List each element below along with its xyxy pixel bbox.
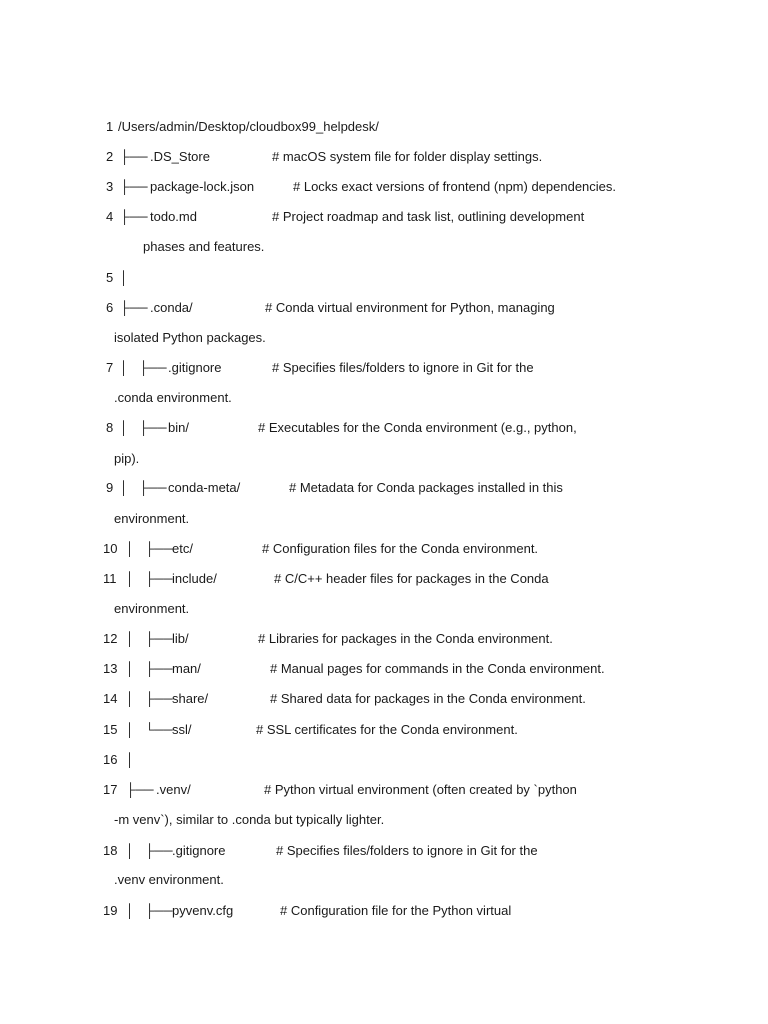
comment-continuation: pip). [114, 451, 140, 466]
tree-branch: │ ├── [126, 903, 173, 918]
line-number: 17 [103, 782, 118, 797]
line-number: 16 [103, 752, 118, 767]
tree-branch: ├── [120, 209, 148, 224]
tree-branch: │ ├── [126, 631, 173, 646]
folder-name: lib/ [172, 631, 189, 646]
tree-branch: │ ├── [126, 571, 173, 586]
file-comment: # Manual pages for commands in the Conda environment. [270, 661, 605, 676]
file-comment: # C/C++ header files for packages in the Conda [274, 571, 549, 586]
line-number: 5 [106, 270, 114, 285]
folder-name: ssl/ [172, 722, 192, 737]
line-number: 4 [106, 209, 114, 224]
tree-branch: ├── [120, 300, 148, 315]
tree-branch: │ ├── [120, 480, 167, 495]
tree-branch: │ └── [126, 722, 173, 737]
line-number: 6 [106, 300, 114, 315]
file-comment: # Libraries for packages in the Conda environment. [258, 631, 553, 646]
tree-branch: │ ├── [126, 541, 173, 556]
file-comment: # Locks exact versions of frontend (npm) dependencies. [293, 179, 617, 194]
folder-name: .conda/ [150, 300, 193, 315]
tree-branch: │ ├── [126, 843, 173, 858]
file-name: .DS_Store [150, 149, 210, 164]
comment-continuation: -m venv`), similar to .conda but typically lighter. [114, 812, 385, 827]
line-number: 3 [106, 179, 114, 194]
file-comment: # Metadata for Conda packages installed in this [289, 480, 563, 495]
comment-continuation: .conda environment. [114, 390, 232, 405]
folder-name: etc/ [172, 541, 193, 556]
folder-name: share/ [172, 691, 209, 706]
file-comment: # Configuration file for the Python virtual [280, 903, 512, 918]
file-comment: # Python virtual environment (often created by `python [264, 782, 577, 797]
tree-branch: ├── [120, 149, 148, 164]
file-name: .gitignore [168, 360, 222, 375]
folder-name: .venv/ [156, 782, 191, 797]
line-number: 15 [103, 722, 118, 737]
comment-continuation: isolated Python packages. [114, 330, 266, 345]
root-path: /Users/admin/Desktop/cloudbox99_helpdesk/ [118, 119, 379, 134]
tree-branch: │ ├── [120, 360, 167, 375]
file-name: package-lock.json [150, 179, 255, 194]
file-comment: # Specifies files/folders to ignore in Git for the [276, 843, 538, 858]
file-comment: # Specifies files/folders to ignore in Git for the [272, 360, 534, 375]
folder-name: include/ [172, 571, 217, 586]
line-number: 19 [103, 903, 118, 918]
file-comment: # Shared data for packages in the Conda environment. [270, 691, 586, 706]
line-number: 18 [103, 843, 118, 858]
tree-branch: │ [126, 752, 135, 767]
tree-branch: ├── [120, 179, 148, 194]
line-number: 10 [103, 541, 118, 556]
comment-continuation: phases and features. [143, 239, 265, 254]
file-comment: # Executables for the Conda environment (e.g., python, [258, 420, 577, 435]
line-number: 1 [106, 119, 114, 134]
line-number: 7 [106, 360, 114, 375]
file-comment: # SSL certificates for the Conda environment. [256, 722, 518, 737]
line-number: 12 [103, 631, 118, 646]
folder-name: man/ [172, 661, 201, 676]
file-name: .gitignore [172, 843, 226, 858]
line-number: 2 [106, 149, 114, 164]
tree-branch: │ [120, 270, 129, 285]
file-name: todo.md [150, 209, 197, 224]
folder-name: conda-meta/ [168, 480, 241, 495]
tree-branch: │ ├── [126, 691, 173, 706]
line-number: 14 [103, 691, 118, 706]
line-number: 8 [106, 420, 114, 435]
line-number: 11 [103, 571, 117, 586]
comment-continuation: .venv environment. [114, 872, 224, 887]
file-comment: # Project roadmap and task list, outlining development [272, 209, 585, 224]
file-comment: # Configuration files for the Conda environment. [262, 541, 539, 556]
line-number: 9 [106, 480, 114, 495]
tree-branch: ├── [126, 782, 154, 797]
file-comment: # macOS system file for folder display settings. [272, 149, 543, 164]
line-number: 13 [103, 661, 118, 676]
comment-continuation: environment. [114, 601, 190, 616]
file-comment: # Conda virtual environment for Python, managing [265, 300, 555, 315]
tree-branch: │ ├── [120, 420, 167, 435]
comment-continuation: environment. [114, 511, 190, 526]
file-name: pyvenv.cfg [172, 903, 234, 918]
folder-name: bin/ [168, 420, 189, 435]
tree-branch: │ ├── [126, 661, 173, 676]
